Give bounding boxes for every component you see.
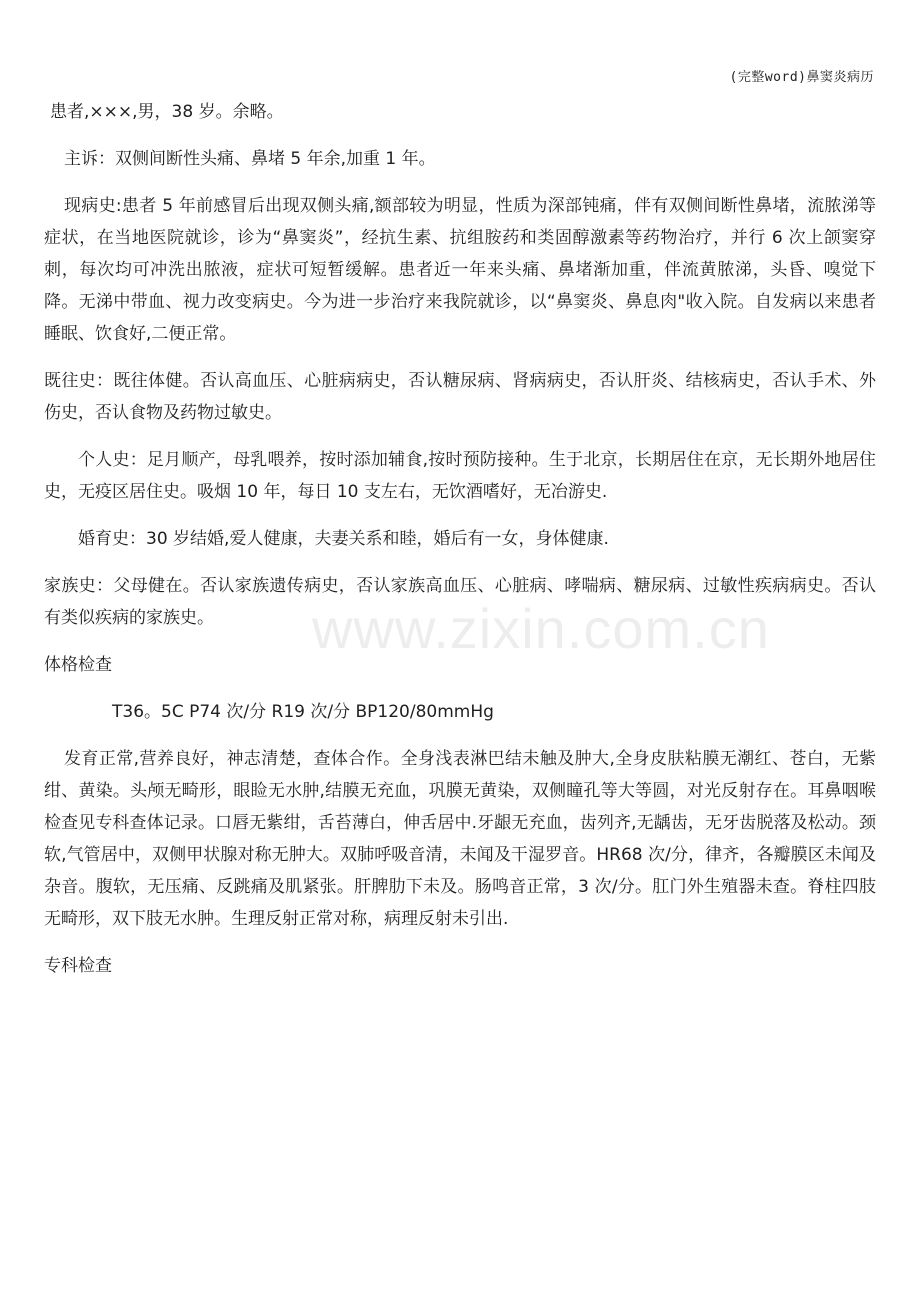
personal-history: 个人史：足月顺产，母乳喂养，按时添加辅食,按时预防接种。生于北京，长期居住在京，无长期外地居住史，无疫区居住史。吸烟 10 年，每日 10 支左右，无饮酒嗜好，无冶游史. <box>44 450 876 502</box>
physical-exam-heading: 体格检查 <box>44 655 112 675</box>
family-history: 家族史：父母健在。否认家族遗传病史，否认家族高血压、心脏病、哮喘病、糖尿病、过敏性疾病病史。否认有类似疾病的家族史。 <box>44 576 876 628</box>
vital-signs: T36。5C P74 次/分 R19 次/分 BP120/80mmHg <box>112 702 494 722</box>
patient-info: 患者,×××,男，38 岁。余略。 <box>50 102 284 122</box>
present-illness-history: 现病史:患者 5 年前感冒后出现双侧头痛,额部较为明显，性质为深部钝痛，伴有双侧间断性鼻堵，流脓涕等症状，在当地医院就诊，诊为“鼻窦炎”，经抗生素、抗组胺药和类固醇激素等药物治疗，并行 6 次上颌窦穿刺，每次均可冲洗出脓液，症状可短暂缓解。患者近一年来头痛、鼻堵渐加重，伴流黄脓涕，头昏、嗅觉下降。无涕中带血、视力改变病史。今为进一步治疗来我院就诊，以“鼻窦炎、鼻息肉"收入院。自发病以来患者睡眠、饮食好,二便正常。 <box>44 196 876 344</box>
document-header-title: (完整word)鼻窦炎病历 <box>729 70 874 85</box>
chief-complaint: 主诉：双侧间断性头痛、鼻堵 5 年余,加重 1 年。 <box>64 149 436 169</box>
marital-history: 婚育史：30 岁结婚,爱人健康，夫妻关系和睦，婚后有一女，身体健康. <box>78 529 609 549</box>
physical-exam-findings: 发育正常,营养良好，神志清楚，查体合作。全身浅表淋巴结未触及肿大,全身皮肤粘膜无潮红、苍白，无紫绀、黄染。头颅无畸形，眼睑无水肿,结膜无充血，巩膜无黄染，双侧瞳孔等大等圆，对光反射存在。耳鼻咽喉检查见专科查体记录。口唇无紫绀，舌苔薄白，伸舌居中.牙龈无充血，齿列齐,无龋齿，无牙齿脱落及松动。颈软,气管居中，双侧甲状腺对称无肿大。双肺呼吸音清，未闻及干湿罗音。HR68 次/分，律齐，各瓣膜区未闻及杂音。腹软，无压痛、反跳痛及肌紧张。肝脾肋下未及。肠鸣音正常，3 次/分。肛门外生殖器未查。脊柱四肢无畸形，双下肢无水肿。生理反射正常对称，病理反射未引出. <box>44 749 876 929</box>
watermark: www.zixin.com.cn <box>312 597 770 660</box>
medical-record-body <box>44 96 876 997</box>
specialty-exam-heading: 专科检查 <box>44 956 112 976</box>
past-history: 既往史：既往体健。否认高血压、心脏病病史，否认糖尿病、肾病病史，否认肝炎、结核病史，否认手术、外伤史，否认食物及药物过敏史。 <box>44 371 876 423</box>
